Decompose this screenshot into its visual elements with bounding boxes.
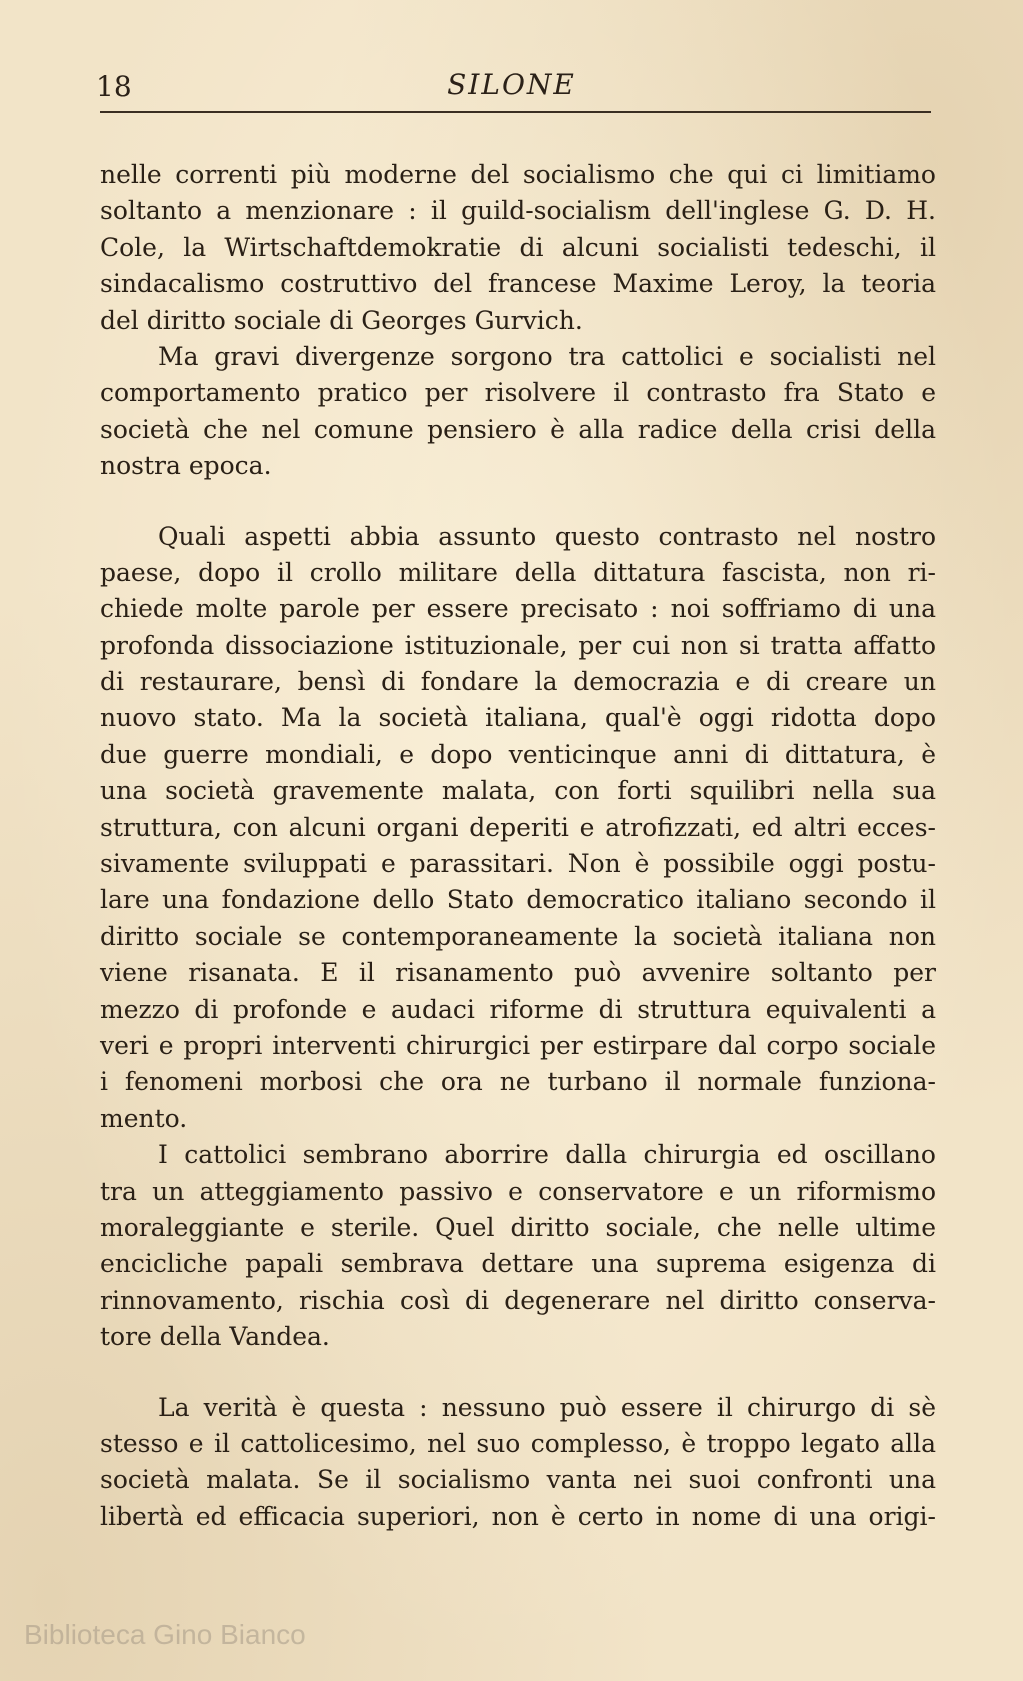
text-line: sivamente sviluppati e parassitari. Non è possibile oggi postu- <box>100 849 936 879</box>
text-line: profonda dissociazione istituzionale, per cui non si tratta affatto <box>100 630 936 660</box>
text-line: encicliche papali sembrava dettare una suprema esigenza di <box>100 1249 936 1279</box>
text-line: tra un atteggiamento passivo e conservatore e un riformismo <box>100 1176 936 1206</box>
text-line: paese, dopo il crollo militare della dittatura fascista, non ri- <box>100 557 936 587</box>
text-line: società che nel comune pensiero è alla radice della crisi della <box>100 414 936 444</box>
section-gap <box>100 1356 936 1390</box>
library-watermark: Biblioteca Gino Bianco <box>24 1619 306 1650</box>
running-title: SILONE <box>447 68 576 101</box>
text-line: Ma gravi divergenze sorgono tra cattolici e socialisti nel <box>158 341 936 371</box>
text-line: nuovo stato. Ma la società italiana, qual'è oggi ridotta dopo <box>100 703 936 733</box>
paragraph-2 <box>100 339 936 485</box>
page-number: 18 <box>96 70 132 103</box>
text-line: di restaurare, bensì di fondare la democrazia e di creare un <box>100 667 936 697</box>
text-line: mento. <box>100 1103 188 1133</box>
header-rule <box>100 111 931 113</box>
text-line: Quali aspetti abbia assunto questo contrasto nel nostro <box>158 521 936 551</box>
paragraph-5 <box>100 1390 936 1536</box>
paragraph-4 <box>100 1137 936 1355</box>
text-line: diritto sociale se contemporaneamente la società italiana non <box>100 921 936 951</box>
paragraph-3 <box>100 519 936 1138</box>
text-line: nostra epoca. <box>100 451 272 481</box>
text-line: I cattolici sembrano aborrire dalla chirurgia ed oscillano <box>158 1140 936 1170</box>
text-line: nelle correnti più moderne del socialismo che qui ci limitiamo <box>100 160 936 189</box>
text-line: struttura, con alcuni organi deperiti e atrofizzati, ed altri ecces- <box>100 812 936 842</box>
text-line: viene risanata. E il risanamento può avvenire soltanto per <box>100 958 936 988</box>
section-gap <box>100 485 936 519</box>
text-line: libertà ed efficacia superiori, non è certo in nome di una origi- <box>100 1501 936 1531</box>
text-line: rinnovamento, rischia così di degenerare nel diritto conserva- <box>100 1285 936 1315</box>
body-text <box>100 157 936 1535</box>
text-line: sindacalismo costruttivo del francese Maxime Leroy, la teoria <box>100 269 936 299</box>
text-line: due guerre mondiali, e dopo venticinque anni di dittatura, è <box>100 739 936 769</box>
text-line: Cole, la Wirtschaftdemokratie di alcuni socialisti tedeschi, il <box>100 232 936 262</box>
text-line: veri e propri interventi chirurgici per estirpare dal corpo sociale <box>100 1030 936 1060</box>
text-line: società malata. Se il socialismo vanta nei suoi confronti una <box>100 1465 936 1495</box>
text-line: stesso e il cattolicesimo, nel suo complesso, è troppo legato alla <box>100 1428 936 1458</box>
text-line: mezzo di profonde e audaci riforme di struttura equivalenti a <box>100 994 936 1024</box>
text-line: lare una fondazione dello Stato democratico italiano secondo il <box>100 885 936 915</box>
text-line: moraleggiante e sterile. Quel diritto sociale, che nelle ultime <box>100 1212 936 1242</box>
text-line: chiede molte parole per essere precisato : noi soffriamo di una <box>100 594 936 624</box>
text-line: comportamento pratico per risolvere il contrasto fra Stato e <box>100 378 936 408</box>
paragraph-1 <box>100 157 936 339</box>
text-line: tore della Vandea. <box>100 1322 330 1352</box>
text-line: i fenomeni morbosi che ora ne turbano il normale funziona- <box>100 1067 936 1097</box>
text-line: del diritto sociale di Georges Gurvich. <box>100 305 583 335</box>
text-line: soltanto a menzionare : il guild-socialism dell'inglese G. D. H. <box>100 196 936 226</box>
text-line: una società gravemente malata, con forti squilibri nella sua <box>100 776 936 806</box>
text-line: La verità è questa : nessuno può essere il chirurgo di sè <box>158 1392 936 1422</box>
